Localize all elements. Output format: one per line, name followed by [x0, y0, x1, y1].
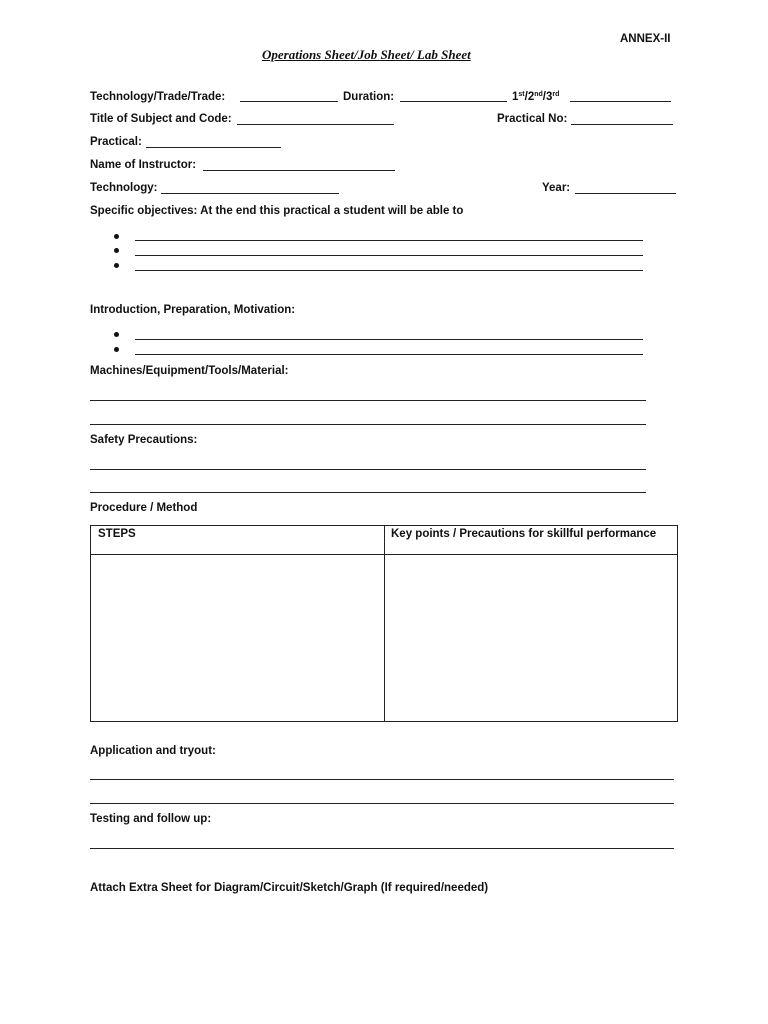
subject-code-field[interactable] [237, 124, 394, 125]
application-line[interactable] [90, 803, 674, 804]
year-field[interactable] [575, 193, 676, 194]
bullet-icon [114, 332, 119, 337]
safety-line[interactable] [90, 492, 646, 493]
bullet-icon [114, 234, 119, 239]
technology-field[interactable] [161, 193, 339, 194]
objective-line[interactable] [135, 255, 643, 256]
bullet-icon [114, 248, 119, 253]
duration-label: Duration: [343, 91, 395, 103]
practical-no-label: Practical No: [497, 113, 568, 125]
year-ordinals: 1st/2nd/3rd [512, 91, 560, 103]
duration-field[interactable] [400, 101, 507, 102]
attach-note: Attach Extra Sheet for Diagram/Circuit/Sketch/Graph (If required/needed) [90, 882, 489, 894]
objective-line[interactable] [135, 240, 643, 241]
key-points-cell[interactable] [385, 555, 677, 721]
annex-label: ANNEX-II [620, 33, 671, 45]
application-line[interactable] [90, 779, 674, 780]
year-ordinal-field[interactable] [570, 101, 671, 102]
technology-label: Technology: [90, 182, 158, 194]
application-heading: Application and tryout: [90, 745, 216, 757]
bullet-icon [114, 347, 119, 352]
testing-line[interactable] [90, 848, 674, 849]
safety-heading: Safety Precautions: [90, 434, 198, 446]
technology-trade-field[interactable] [240, 101, 338, 102]
practical-field[interactable] [146, 147, 281, 148]
safety-line[interactable] [90, 469, 646, 470]
introduction-line[interactable] [135, 354, 643, 355]
subject-code-label: Title of Subject and Code: [90, 113, 232, 125]
practical-no-field[interactable] [571, 124, 673, 125]
introduction-line[interactable] [135, 339, 643, 340]
bullet-icon [114, 263, 119, 268]
practical-label: Practical: [90, 136, 142, 148]
objectives-heading: Specific objectives: At the end this practical a student will be able to [90, 205, 464, 217]
procedure-table [90, 525, 678, 722]
machines-line[interactable] [90, 400, 646, 401]
key-points-column-header: Key points / Precautions for skillful performance [391, 528, 657, 540]
procedure-heading: Procedure / Method [90, 502, 198, 514]
page-title: Operations Sheet/Job Sheet/ Lab Sheet [262, 47, 471, 62]
instructor-field[interactable] [203, 170, 395, 171]
introduction-heading: Introduction, Preparation, Motivation: [90, 304, 296, 316]
steps-column-header: STEPS [98, 528, 136, 540]
machines-heading: Machines/Equipment/Tools/Material: [90, 365, 289, 377]
testing-heading: Testing and follow up: [90, 813, 212, 825]
instructor-label: Name of Instructor: [90, 159, 197, 171]
objective-line[interactable] [135, 270, 643, 271]
steps-cell[interactable] [91, 555, 383, 721]
technology-trade-label: Technology/Trade/Trade: [90, 91, 226, 103]
machines-line[interactable] [90, 424, 646, 425]
year-label: Year: [542, 182, 571, 194]
